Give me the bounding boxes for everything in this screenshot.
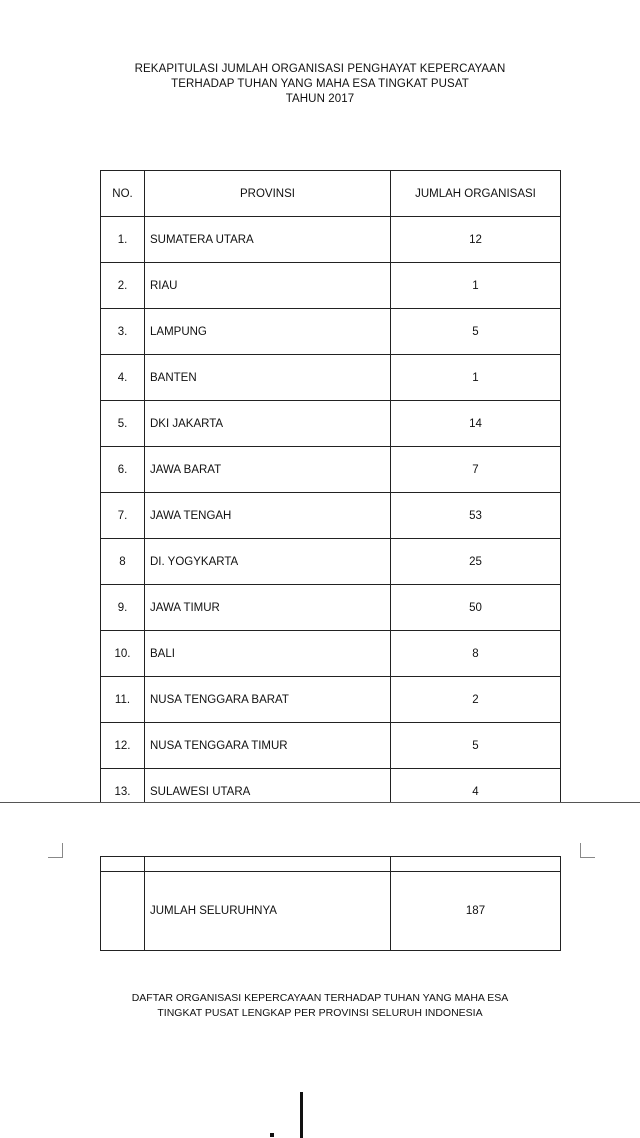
row-provinsi-cell [145,401,391,447]
row-jumlah: 25 [391,539,561,585]
row-jumlah: 4 [391,769,561,803]
province-table [100,170,561,802]
row-provinsi: SUMATERA UTARA [150,233,254,246]
row-no: 11. [101,677,145,723]
total-header-row [101,857,561,872]
row-no: 2. [101,263,145,309]
row-provinsi-cell [145,631,391,677]
footer-line-1: DAFTAR ORGANISASI KEPERCAYAAN TERHADAP TUHAN YANG MAHA ESA [131,992,509,1004]
table-row [101,677,561,723]
row-provinsi: NUSA TENGGARA TIMUR [150,739,288,752]
row-provinsi: JAWA BARAT [150,463,222,476]
table-header-row [101,171,561,217]
table-row [101,631,561,677]
row-jumlah: 2 [391,677,561,723]
table-row [101,585,561,631]
total-value: 187 [391,872,561,951]
row-no: 13. [101,769,145,803]
table-row [101,447,561,493]
page-corner-marker-left [48,843,63,858]
title-line-1: REKAPITULASI JUMLAH ORGANISASI PENGHAYAT KEPERCAYAAN [134,63,506,75]
row-provinsi-cell [145,355,391,401]
row-provinsi-cell [145,447,391,493]
row-no: 3. [101,309,145,355]
total-label: JUMLAH SELURUHNYA [150,905,277,917]
table-row [101,309,561,355]
title-line-3: TAHUN 2017 [285,93,355,105]
row-provinsi: DKI JAKARTA [150,417,224,430]
row-no: 6. [101,447,145,493]
total-header-cell [145,857,391,872]
row-provinsi: JAWA TIMUR [150,601,220,614]
row-provinsi-cell [145,263,391,309]
row-jumlah: 1 [391,263,561,309]
table-row [101,539,561,585]
row-jumlah: 53 [391,493,561,539]
row-no: 4. [101,355,145,401]
total-label-cell [145,872,391,951]
row-provinsi-cell [145,723,391,769]
total-table [100,856,561,951]
total-no-cell [101,872,145,951]
table-row [101,217,561,263]
row-jumlah: 14 [391,401,561,447]
row-jumlah: 8 [391,631,561,677]
row-provinsi-cell [145,493,391,539]
row-jumlah: 1 [391,355,561,401]
row-provinsi-cell [145,585,391,631]
title-line-2: TERHADAP TUHAN YANG MAHA ESA TINGKAT PUSAT [171,78,469,90]
header-provinsi: PROVINSI [145,171,391,217]
total-row [101,872,561,951]
table-row [101,263,561,309]
page-break-line [0,802,640,803]
table-row [101,769,561,803]
table-row [101,401,561,447]
row-provinsi-cell [145,539,391,585]
row-jumlah: 7 [391,447,561,493]
page-corner-marker-right [580,843,595,858]
row-no: 8 [101,539,145,585]
row-provinsi: BALI [150,647,175,660]
row-jumlah: 12 [391,217,561,263]
row-provinsi: JAWA TENGAH [150,509,232,522]
table-row [101,355,561,401]
row-provinsi: DI. YOGYKARTA [150,555,239,568]
row-no: 7. [101,493,145,539]
footer-line-2: TINGKAT PUSAT LENGKAP PER PROVINSI SELURUH INDONESIA [157,1007,483,1019]
header-jumlah: JUMLAH ORGANISASI [391,171,561,217]
row-provinsi-cell [145,677,391,723]
row-provinsi: LAMPUNG [150,325,207,338]
row-no: 5. [101,401,145,447]
row-provinsi-cell [145,309,391,355]
row-no: 12. [101,723,145,769]
row-jumlah: 5 [391,723,561,769]
total-header-cell [391,857,561,872]
document-footer [0,991,640,1021]
row-provinsi-cell [145,217,391,263]
row-jumlah: 50 [391,585,561,631]
cursor-dot [270,1133,274,1137]
row-provinsi: SULAWESI UTARA [150,785,251,798]
row-no: 10. [101,631,145,677]
row-no: 1. [101,217,145,263]
table-row [101,723,561,769]
total-header-cell [101,857,145,872]
text-cursor [300,1092,303,1138]
row-jumlah: 5 [391,309,561,355]
row-provinsi: RIAU [150,279,178,292]
row-provinsi: NUSA TENGGARA BARAT [150,693,289,706]
header-no: NO. [101,171,145,217]
row-provinsi: BANTEN [150,371,197,384]
table-row [101,493,561,539]
row-provinsi-cell [145,769,391,803]
row-no: 9. [101,585,145,631]
